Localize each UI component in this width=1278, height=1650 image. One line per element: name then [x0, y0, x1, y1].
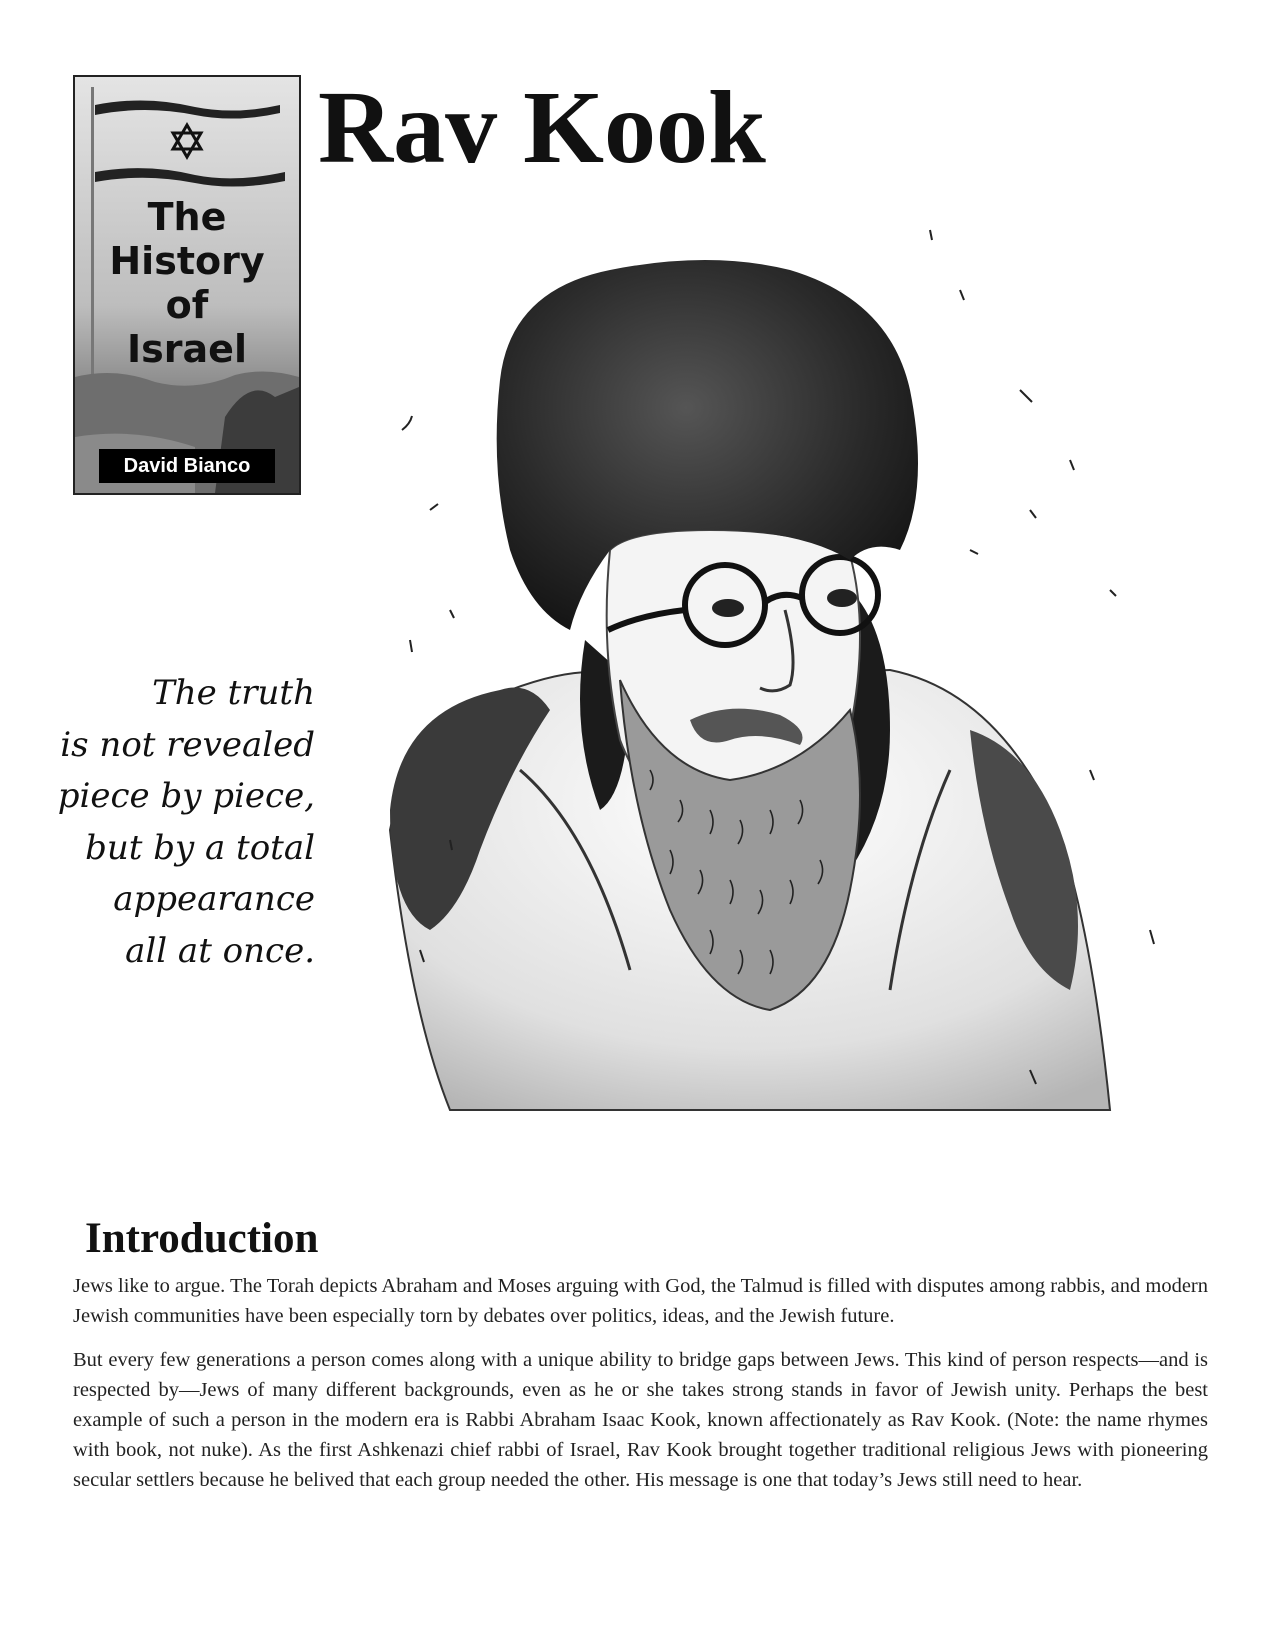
intro-paragraph: Jews like to argue. The Torah depicts Abraham and Moses arguing with God, the Talmud is filled with disputes among rabbis, and modern Jewish communities have been especially torn by debates over politics, ideas, and the Jewish future. [73, 1275, 1208, 1327]
intro-paragraph: But every few generations a person comes along with a unique ability to bridge gaps between Jews. This kind of person respects—and is respected by—Jews of many different backgrounds, even as he or she takes strong stands in favor of Jewish unity. Perhaps the best example of such a person in the modern era is Rabbi Abraham Isaac Kook, known affectionately as Rav Kook. (Note: the name rhymes with book, not nuke). As the first Ashkenazi chief rabbi of Israel, Rav Kook brought together traditional religious Jews with pioneering secular settlers because he belived that each group needed the other. His message is one that today’s Jews still need to hear. [73, 1349, 1208, 1491]
cover-title-line: History [109, 239, 265, 283]
quote-line: is not revealed [60, 724, 315, 765]
rav-kook-portrait [330, 210, 1210, 1220]
cover-title [75, 195, 299, 371]
cover-title-line: The [147, 195, 227, 239]
quote-line: but by a total [85, 827, 315, 868]
book-cover [73, 75, 301, 495]
pull-quote [40, 668, 315, 977]
cover-title-line: Israel [127, 327, 247, 371]
quote-line: appearance [113, 879, 315, 919]
page-title: Rav Kook [318, 70, 766, 185]
section-heading: Introduction [85, 1215, 319, 1262]
quote-line: The truth [152, 673, 315, 713]
quote-line: all at once. [125, 930, 315, 971]
cover-title-line: of [165, 283, 209, 327]
cover-author: David Bianco [99, 449, 275, 483]
quote-line: piece by piece, [57, 776, 315, 816]
